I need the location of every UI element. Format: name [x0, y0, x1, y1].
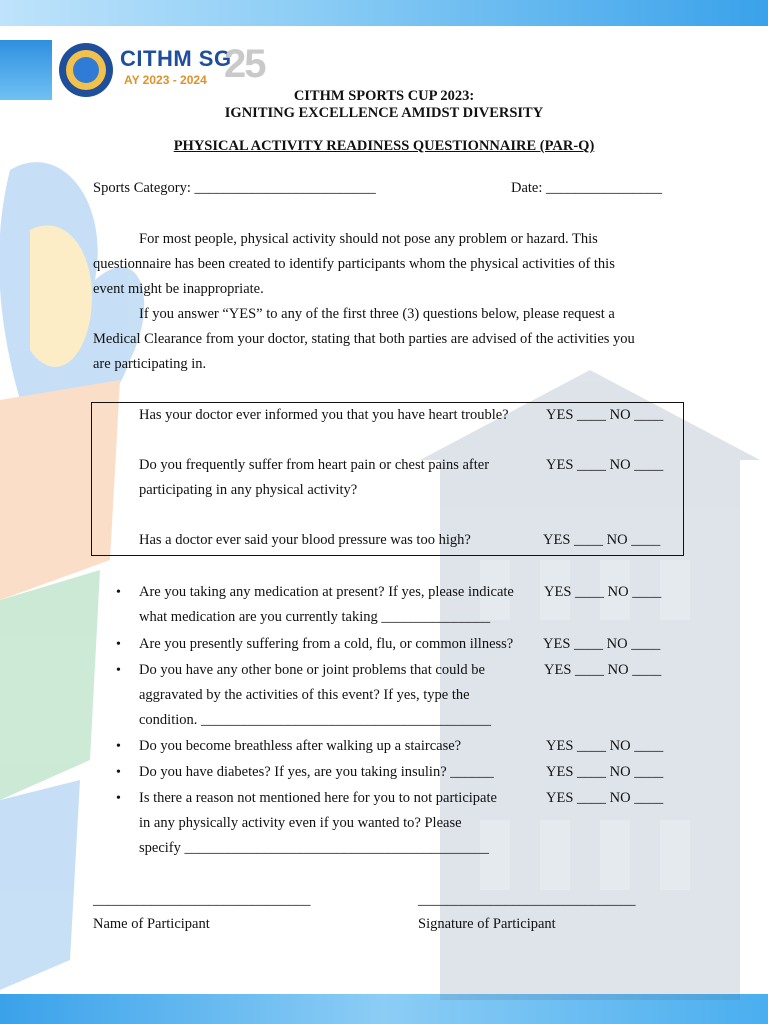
boxed-question-2-cont: participating in any physical activity?: [139, 482, 358, 498]
bullet-question-1: Are you taking any medication at present? If yes, please indicate: [139, 584, 514, 600]
logo-year-text: AY 2023 - 2024: [124, 73, 207, 87]
bullet-marker: •: [116, 791, 121, 806]
logo-brand-text: CITHM SG: [120, 46, 232, 71]
boxed-answer-1[interactable]: YES ____ NO ____: [546, 407, 664, 423]
signature-label: Signature of Participant: [418, 916, 556, 932]
bullet-answer-4[interactable]: YES ____ NO ____: [546, 738, 664, 754]
bullet-answer-3[interactable]: YES ____ NO ____: [544, 662, 662, 678]
intro-para1-line1: For most people, physical activity should not pose any problem or hazard. This: [139, 231, 598, 247]
intro-para2-line2: Medical Clearance from your doctor, stating that both parties are advised of the activities you: [93, 331, 635, 347]
boxed-question-3: Has a doctor ever said your blood pressure was too high?: [139, 532, 471, 548]
form-title: PHYSICAL ACTIVITY READINESS QUESTIONNAIRE (PAR-Q): [173, 138, 595, 154]
bullet-question-3: Do you have any other bone or joint problems that could be: [139, 662, 485, 678]
name-signature-line[interactable]: ______________________________: [93, 892, 311, 908]
bullet-answer-1[interactable]: YES ____ NO ____: [544, 584, 662, 600]
bullet-question-2: Are you presently suffering from a cold, flu, or common illness?: [139, 636, 514, 652]
bullet-answer-5[interactable]: YES ____ NO ____: [546, 764, 664, 780]
intro-para1-line3: event might be inappropriate.: [93, 281, 264, 297]
bullet-marker: •: [116, 739, 121, 754]
bullet-marker: •: [116, 765, 121, 780]
bullet-answer-6[interactable]: YES ____ NO ____: [546, 790, 664, 806]
intro-para2-line3: are participating in.: [93, 356, 207, 372]
date-field[interactable]: Date: ________________: [511, 180, 663, 196]
bullet-question-3-cont: aggravated by the activities of this event? If yes, type the: [139, 687, 470, 703]
intro-para1-line2: questionnaire has been created to identify participants whom the physical activities of this: [93, 256, 615, 272]
bullet-question-6-cont: in any physically activity even if you wanted to? Please: [139, 815, 462, 831]
bullet-question-4: Do you become breathless after walking up a staircase?: [139, 738, 462, 754]
bullet-question-5[interactable]: Do you have diabetes? If yes, are you taking insulin? ______: [139, 764, 494, 780]
top-border-band: [0, 0, 768, 26]
boxed-answer-2[interactable]: YES ____ NO ____: [546, 457, 664, 473]
bullet-answer-2[interactable]: YES ____ NO ____: [543, 636, 661, 652]
sports-category-field[interactable]: Sports Category: _________________________: [93, 180, 376, 196]
signature-line[interactable]: ______________________________: [418, 892, 636, 908]
bullet-marker: •: [116, 663, 121, 678]
bullet-question-6-cont2[interactable]: specify __________________________________________: [139, 840, 489, 856]
bullet-question-3-cont2[interactable]: condition. ________________________________________: [139, 712, 492, 728]
event-title-line2: IGNITING EXCELLENCE AMIDST DIVERSITY: [224, 105, 544, 121]
boxed-question-1: Has your doctor ever informed you that you have heart trouble?: [139, 407, 509, 423]
intro-para2-line1: If you answer “YES” to any of the first three (3) questions below, please request a: [139, 306, 615, 322]
bullet-marker: •: [116, 585, 121, 600]
bullet-question-1-cont[interactable]: what medication are you currently taking _______________: [139, 609, 491, 625]
name-label: Name of Participant: [93, 916, 210, 932]
event-title-line1: CITHM SPORTS CUP 2023:: [293, 88, 475, 104]
bottom-border-band: [0, 994, 768, 1024]
bullet-question-6: Is there a reason not mentioned here for you to not participate: [139, 790, 497, 806]
logo-anniversary-number: 25: [224, 42, 265, 86]
boxed-answer-3[interactable]: YES ____ NO ____: [543, 532, 661, 548]
boxed-question-2: Do you frequently suffer from heart pain or chest pains after: [139, 457, 490, 473]
bullet-marker: •: [116, 637, 121, 652]
